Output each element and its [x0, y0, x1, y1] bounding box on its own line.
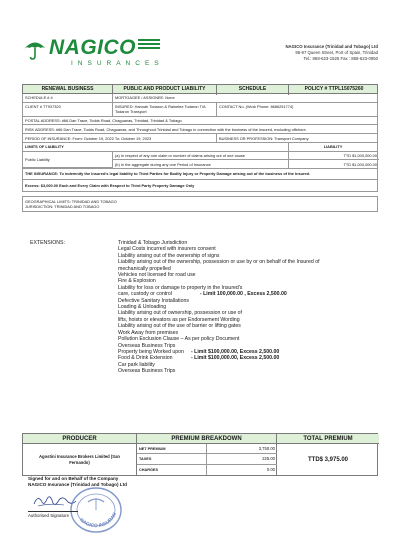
- geo-limits-text: GEOGRAPHICAL LIMITS: TRINIDAD AND TOBAGO: [25, 198, 117, 204]
- business-profession: BUSINESS OR PROFESSION: Transport Company: [219, 135, 309, 141]
- company-address-line1: 95-97 Queen Street, Port of Spain, Trinidad: [295, 50, 378, 55]
- table-row: [137, 465, 277, 475]
- list-item-text: Food & Drink Extension: [118, 355, 173, 362]
- umbrella-icon: [22, 38, 48, 60]
- logo-stripes: [138, 39, 160, 51]
- company-address-name: NAGICO Insurance (Trinidad and Tobago) Ltd: [285, 44, 378, 49]
- table-row: [137, 444, 277, 454]
- postal-row: [22, 117, 378, 126]
- public-liability-label: Public Liability: [23, 152, 113, 169]
- stamp-text: NAGICO INSURAN: [78, 511, 119, 530]
- period-row: [22, 134, 378, 143]
- extension-limit: - Limit 100,000.00 , Excess 2,500.00: [199, 291, 287, 298]
- list-item: Overseas Business Trips: [118, 368, 176, 375]
- breakdown-label: NET PREMIUM: [137, 444, 207, 454]
- nagico-logo: [22, 38, 164, 67]
- liability-label: LIABILITY: [323, 144, 343, 150]
- table-row: [137, 454, 277, 465]
- column-policy-number: POLICY # TTPL15075260: [304, 86, 364, 92]
- list-item: Liability for loss or damage to property in the Insured's: [118, 284, 243, 291]
- company-stamp: [68, 484, 124, 536]
- signature-line: [28, 511, 78, 512]
- company-address: [285, 44, 378, 62]
- contact-number: CONTACT No. (Work Phone: 8686251774): [219, 104, 294, 110]
- risk-address: RISK ADDRESS: #66 Dan Trace, Todds Road, Chaguanas, and Throughout Trinidad and Tobago in connection with the business of the Insured, excluding offshore.: [25, 126, 307, 132]
- signature-line2: NAGICO Insurance (Trinidad and Tobago) Ltd: [28, 481, 127, 487]
- extension-limit: - Limit $100,000.00, Excess 2,500.00: [191, 348, 280, 355]
- column-liability-type: PUBLIC AND PRODUCT LIABILITY: [113, 85, 217, 95]
- extension-limit: - Limit $100,000.00, Excess 2,500.00: [191, 355, 280, 362]
- schedule-column-header: [22, 84, 378, 94]
- list-item-text: care, custody or control: [118, 291, 172, 298]
- insurance-clause: THE INSURANCE: To indemnify the Insured's legal liability to Third Parties for Bodily Injury or Property Damage arising out of the business of the Insured.: [22, 169, 378, 179]
- list-item: Work Away from premises: [118, 329, 179, 336]
- risk-row: [22, 125, 378, 134]
- schedule-row: [22, 94, 378, 103]
- limit-b-value: TTD $1,000,000.00: [343, 161, 377, 167]
- limits-label: LIMITS OF LIABILITY: [23, 143, 289, 151]
- limit-a-text: (a) In respect of any one claim or number of claims arising out of one cause: [113, 152, 289, 161]
- client-row: [22, 103, 378, 117]
- producer-name: Agostini Insurance Brokers Limited (San Fernando): [23, 444, 137, 475]
- list-item: Car park liability: [118, 361, 155, 368]
- insured-name: INSURED: Hannah Todaron & Rainelee Todaron T/A Todaron Transport: [113, 103, 217, 116]
- list-item: Vehicles not licensed for road use: [118, 272, 196, 279]
- postal-address: POSTAL ADDRESS: #66 Dan Trace, Todds Road, Chaguanas, Trinidad, Trinidad & Tobago: [25, 117, 182, 123]
- mortgagee: MORTGAGEE / ASSIGNEE: None: [115, 95, 175, 101]
- authorised-signature-label: Authorised Signature: [28, 513, 70, 518]
- list-item: Defective Sanitary Installations: [118, 297, 189, 304]
- limit-a-value: TTD $1,000,000.00: [289, 152, 379, 161]
- breakdown-value: 225.00: [262, 456, 275, 461]
- extensions-list: [118, 240, 368, 375]
- premium-breakdown-header: PREMIUM BREAKDOWN: [137, 434, 277, 444]
- limit-b-text: (b) In the aggregate during any one Period of Insurance: [113, 160, 289, 168]
- limits-head-row: [22, 143, 378, 152]
- list-item: lifts, hoists or elevators as per Endorsement Wording: [118, 316, 240, 323]
- list-item-text: Property being Worked upon: [118, 348, 184, 355]
- schedule-number: SCHEDULE # 4: [23, 94, 113, 102]
- extensions-label: EXTENSIONS:: [30, 240, 65, 246]
- breakdown-value: 0.00: [266, 467, 275, 472]
- column-schedule: SCHEDULE: [217, 85, 289, 95]
- total-premium-value: TTD$ 3,975.00: [307, 456, 349, 463]
- producer-header: PRODUCER: [23, 434, 137, 444]
- signature-line1: Signed for and on Behalf of the Company: [28, 476, 119, 481]
- column-renewal: RENEWAL BUSINESS: [23, 85, 113, 95]
- breakdown-value: 3,750.00: [258, 446, 275, 451]
- list-item: Liability arising out of the ownership, possession or use by or on behalf of the Insured of: [118, 259, 320, 266]
- list-item: Liability arising out of the ownership of signs: [118, 252, 220, 259]
- total-premium-header: TOTAL PREMIUM: [277, 434, 379, 444]
- list-item: Overseas Business Trips: [118, 342, 176, 349]
- geographical-limits: [22, 196, 378, 213]
- list-item: Legal Costs incurred with insurers consent: [118, 246, 216, 253]
- company-address-line2: Tel.: 868-623-1525 Fax : 868-623-0950: [303, 56, 378, 61]
- list-item: Liability arising out of ownership, possession or use of: [118, 310, 242, 317]
- logo-subtitle: INSURANCES: [71, 60, 164, 67]
- client-number: CLIENT # TT937320: [23, 103, 113, 116]
- logo-wordmark: NAGICO: [49, 36, 136, 59]
- breakdown-label: TAXES: [137, 454, 207, 464]
- list-item: Pollution Exclusion Clause – As per policy Document: [118, 336, 240, 343]
- list-item: Trinidad & Tobago Jurisdiction: [118, 240, 188, 246]
- breakdown-label: CHARGES: [137, 465, 207, 475]
- list-item: mechanically propelled: [118, 265, 171, 272]
- premium-breakdown: [137, 444, 277, 475]
- list-item: Fire & Explosion: [118, 278, 156, 285]
- premium-table: [22, 433, 378, 476]
- period-of-insurance: PERIOD OF INSURANCE: From: October 19, 2022 To: October 19, 2023: [23, 134, 217, 142]
- document-header: [22, 38, 378, 68]
- jurisdiction-text: JURISDICTION: TRINIDAD AND TOBAGO: [25, 204, 100, 210]
- list-item: Liability arising out of the use of barrier or lifting gates: [118, 323, 241, 330]
- schedule-document: [22, 84, 378, 212]
- limits-table: [22, 152, 378, 170]
- list-item: Loading & Unloading: [118, 304, 167, 311]
- excess-clause: Excess: $3,000.00 Each and Every Claim with Respect to Third Party Property Damage Only: [22, 180, 378, 192]
